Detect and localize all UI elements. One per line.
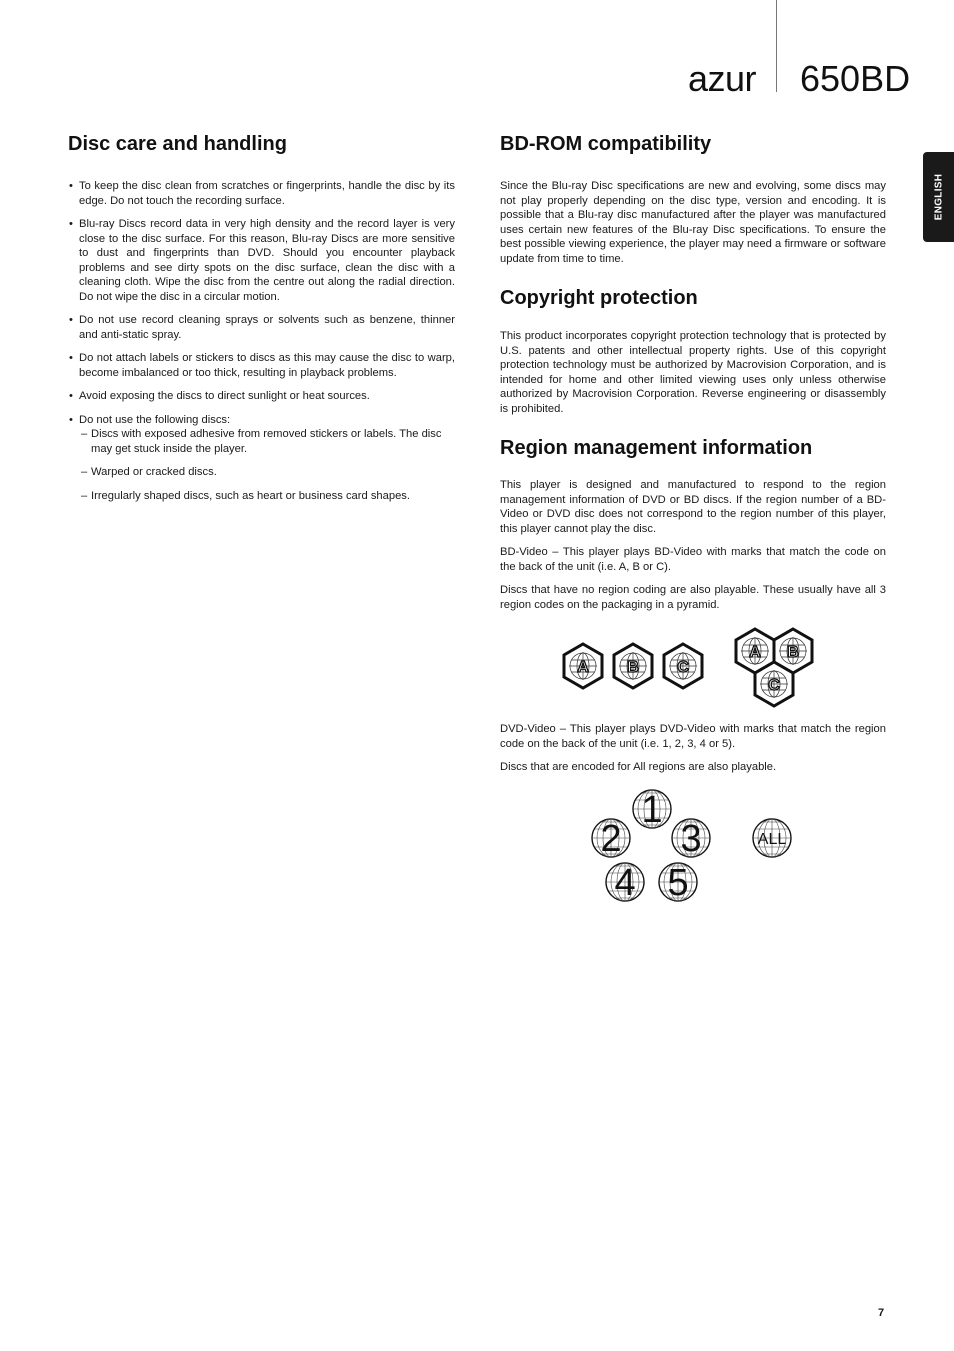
bd-region-b-icon [614, 644, 652, 688]
svg-text:1: 1 [641, 789, 663, 831]
copyright-heading: Copyright protection [500, 287, 698, 309]
svg-text:3: 3 [680, 818, 702, 860]
disc-care-section [68, 179, 455, 512]
disc-care-heading: Disc care and handling [68, 133, 287, 155]
header-divider [776, 0, 777, 92]
list-item: • Do not use record cleaning sprays or solvents such as benzene, thinner and anti-static spray. [68, 313, 455, 342]
list-item: • Blu-ray Discs record data in very high density and the record layer is very close to the disc surface. For this reason, Blu-ray Discs are more sensitive to dust and fingerprints than DVD. Should you encounter playback problems and see dirty spots on the disc surface, clean the disc with a cleaning cloth. Wipe the disc from the centre out along the radial direction. Do not wipe the disc in a circular motion. [68, 217, 455, 304]
list-item: • Do not use the following discs: [68, 413, 455, 428]
svg-text:B: B [627, 659, 639, 676]
list-item: • To keep the disc clean from scratches or fingerprints, handle the disc by its edge. Do not touch the recording surface. [68, 179, 455, 208]
dvd-region-logos [585, 785, 800, 907]
sub-list-item: – Discs with exposed adhesive from removed stickers or labels. The disc may get stuck inside the player. [68, 427, 455, 456]
brand-name: azur [688, 58, 757, 99]
bdrom-text: Since the Blu-ray Disc specifications are new and evolving, some discs may not play properly depending on the disc type, version and encoding. It is possible that a Blu-ray disc manufactured after the player was manufactured uses certain new features of the Blu-ray Disc specifications. To ensure the best possible viewing experience, the player may need a firmware or software update from time to time. [500, 180, 886, 265]
region-intro-block [500, 478, 886, 621]
dvd-region-all-icon [753, 819, 791, 857]
dvd-region-block [500, 722, 886, 784]
disc-care-list [68, 179, 455, 503]
model-name: 650BD [800, 58, 911, 99]
dvd-region-4-icon [606, 862, 644, 904]
bd-region-a-icon [564, 644, 602, 688]
list-item: • Do not attach labels or stickers to discs as this may cause the disc to warp, become imbalanced or too thick, resulting in playback problems. [68, 351, 455, 380]
list-item: • Avoid exposing the discs to direct sunlight or heat sources. [68, 389, 455, 404]
region-intro: This player is designed and manufactured to respond to the region management information of DVD or BD discs. If the region number of a BD-Video or DVD disc does not correspond to the region number of this player, this player cannot play the disc. [500, 479, 886, 535]
language-tab-label: ENGLISH [933, 173, 944, 221]
sub-list-item: – Irregularly shaped discs, such as heart or business card shapes. [68, 489, 455, 504]
dvd-region-3-icon [672, 818, 710, 860]
bd-video-label: BD-Video [500, 546, 548, 558]
svg-text:C: C [768, 677, 780, 694]
dvd-all-text: Discs that are encoded for All regions are also playable. [500, 761, 777, 773]
dvd-region-2-icon [592, 818, 630, 860]
sub-list-item: – Warped or cracked discs. [68, 465, 455, 480]
bd-region-abc-pyramid-icon [736, 629, 812, 706]
svg-text:ALL: ALL [757, 831, 787, 848]
dvd-region-1-icon [633, 789, 671, 831]
svg-text:2: 2 [600, 818, 622, 860]
copyright-text: This product incorporates copyright protection technology that is protected by U.S. patents and other intellectual property rights. Use of this copyright protection technology must be authorized by Macrovision Corporation, and is intended for home and other limited viewing uses only unless otherwise authorized by Macrovision Corporation. Reverse engineering or disassembly is prohibited. [500, 330, 886, 415]
copyright-section [500, 329, 886, 425]
bd-all-text: Discs that have no region coding are also playable. These usually have all 3 region codes on the packaging in a pyramid. [500, 584, 886, 611]
svg-text:5: 5 [667, 862, 689, 904]
svg-text:4: 4 [614, 862, 636, 904]
dvd-video-text: DVD-Video – This player plays DVD-Video with marks that match the region code on the back of the unit (i.e. 1, 2, 3, 4 or 5). [500, 723, 886, 750]
bd-region-logos [555, 623, 825, 708]
language-tab [923, 152, 954, 242]
dvd-region-5-icon [659, 862, 697, 904]
svg-text:B: B [787, 644, 799, 661]
svg-text:C: C [677, 659, 689, 676]
dvd-video-label: DVD-Video [500, 723, 556, 735]
page-number: 7 [878, 1307, 885, 1319]
bdrom-heading: BD-ROM compatibility [500, 133, 712, 155]
svg-text:A: A [749, 644, 761, 661]
region-heading: Region management information [500, 437, 813, 459]
svg-text:A: A [577, 659, 589, 676]
bdrom-section [500, 179, 886, 275]
bd-video-text: BD-Video – This player plays BD-Video with marks that match the code on the back of the unit (i.e. A, B or C). [500, 546, 886, 573]
bd-region-c-icon [664, 644, 702, 688]
